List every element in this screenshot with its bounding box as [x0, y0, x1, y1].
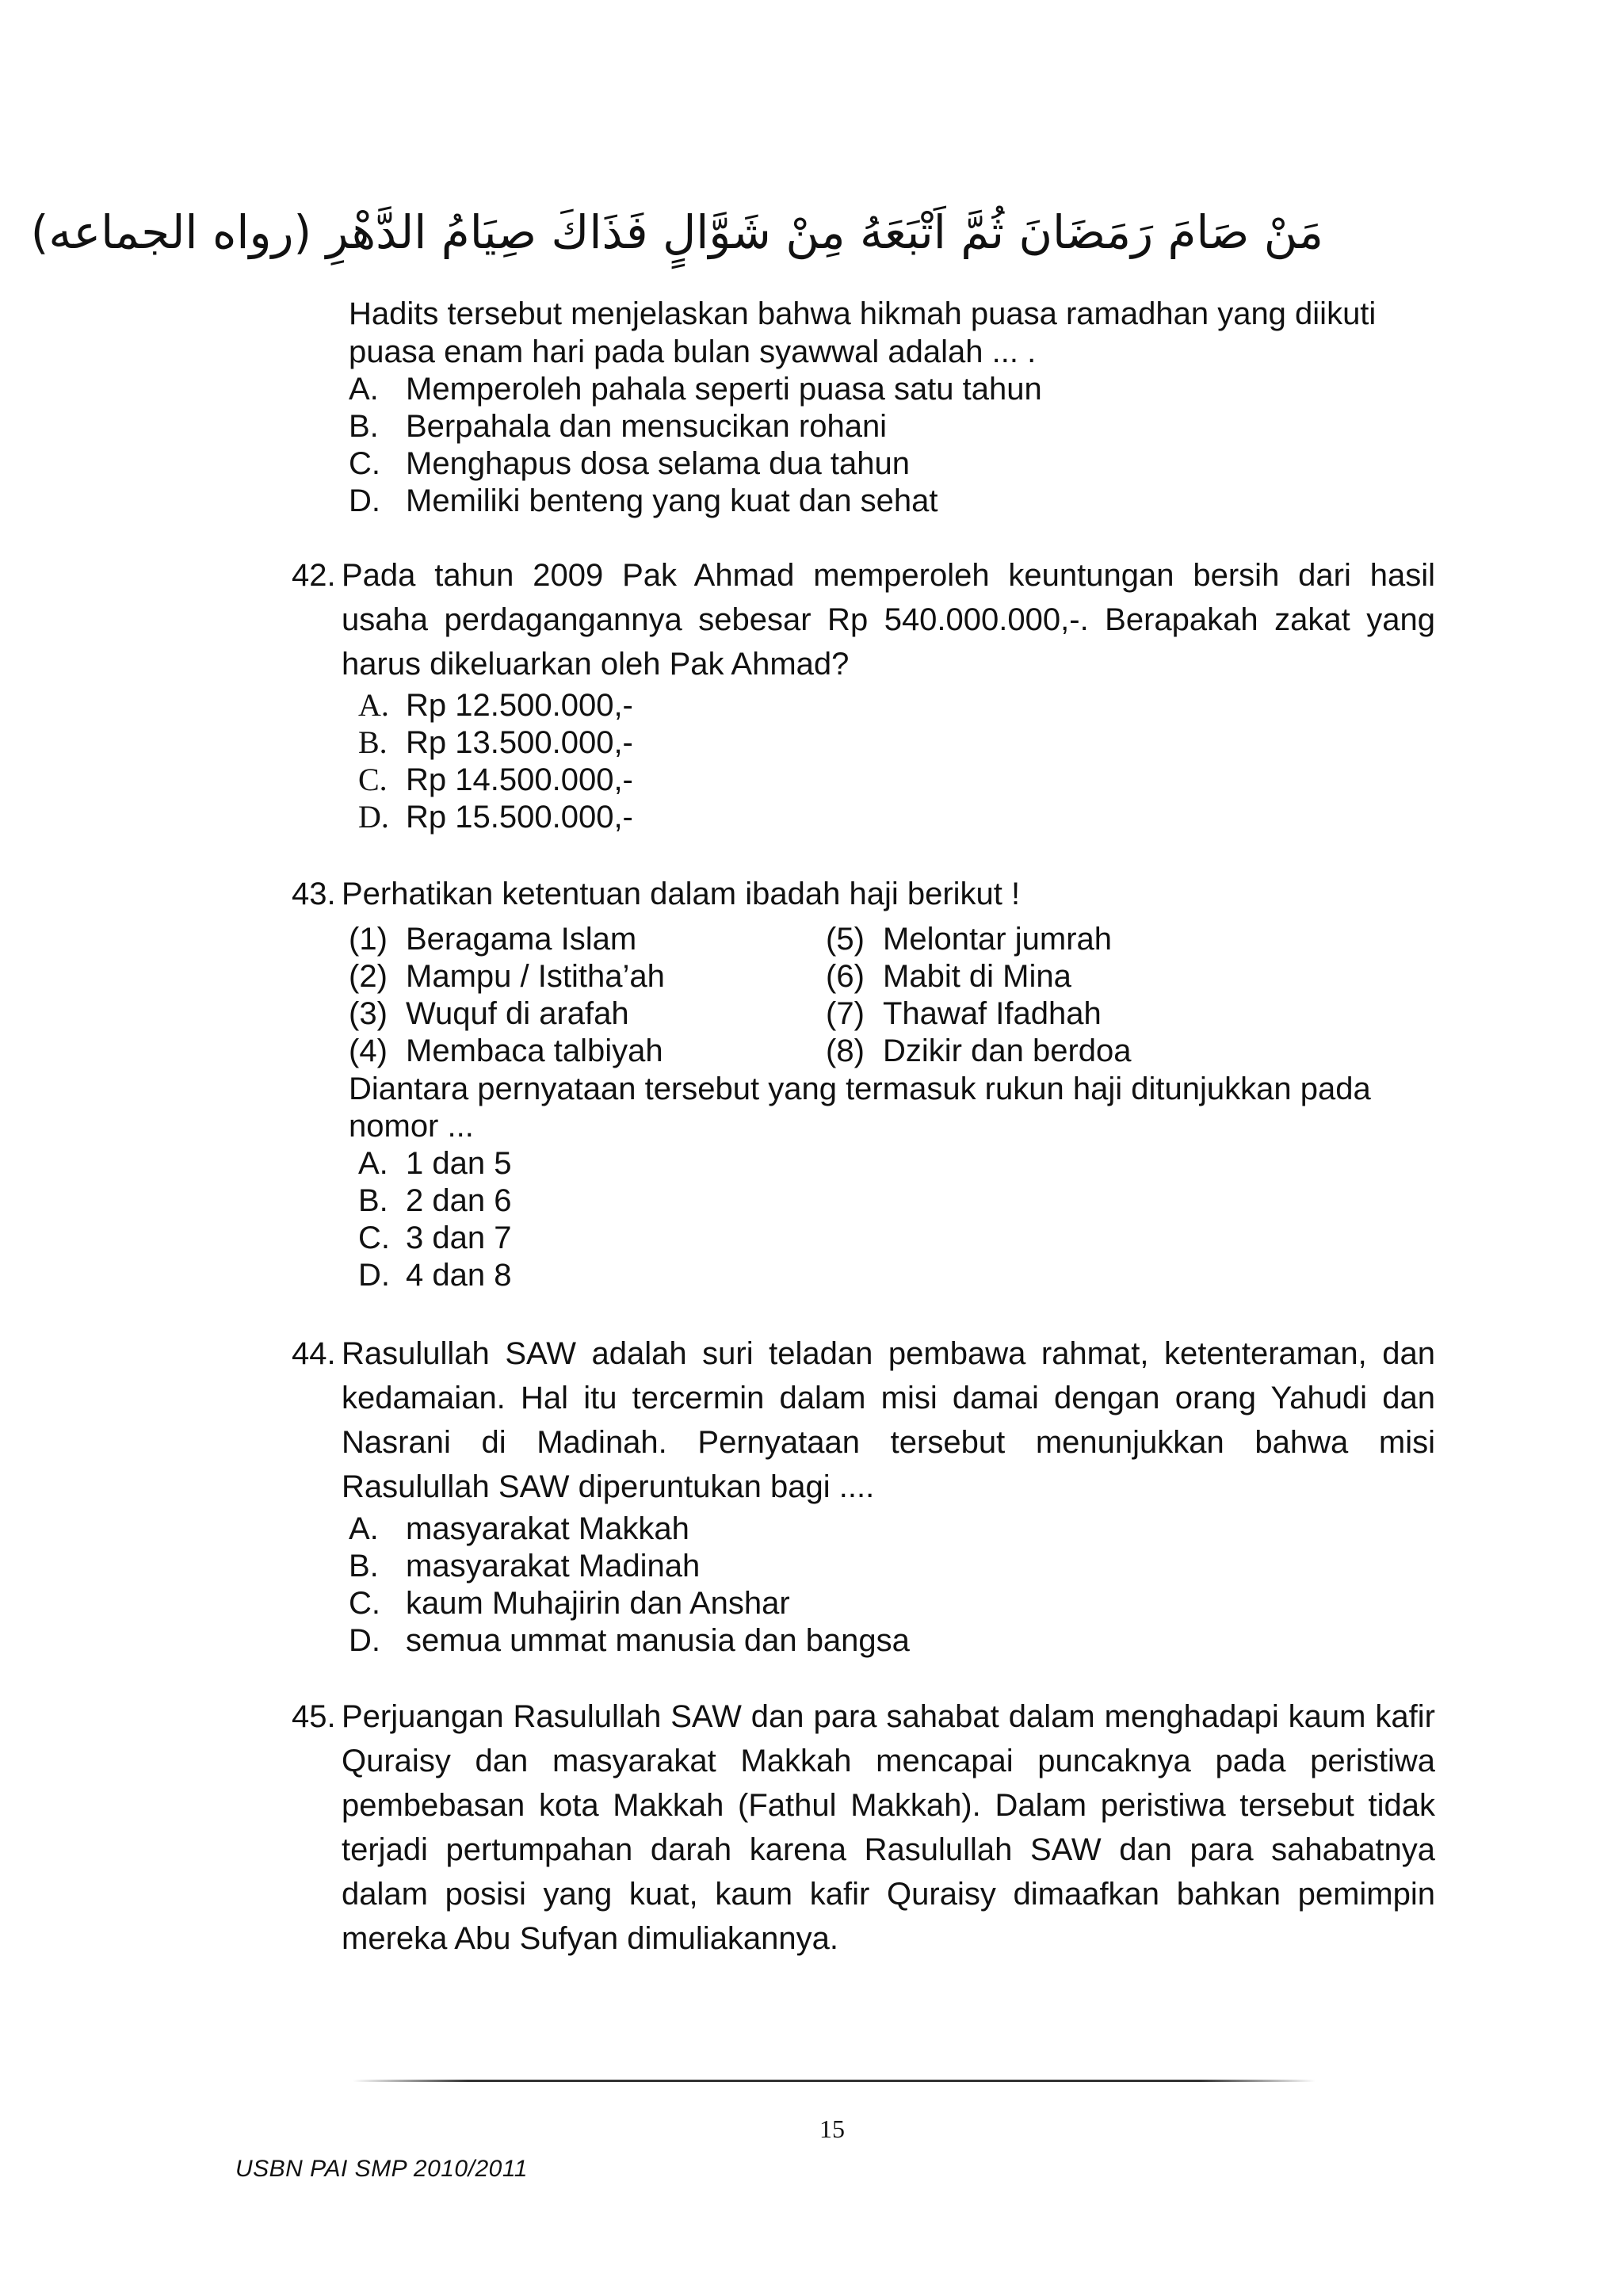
option-letter: D. [349, 483, 380, 518]
option-text: 4 dan 8 [406, 1258, 512, 1293]
option-text: 1 dan 5 [406, 1146, 512, 1181]
q44-number: 44. [292, 1336, 336, 1371]
item-number: (3) [349, 996, 388, 1031]
item-text: Membaca talbiyah [406, 1033, 663, 1068]
footer-divider [353, 2080, 1316, 2082]
option-letter: B. [349, 409, 379, 444]
q45-number: 45. [292, 1699, 336, 1734]
option-letter: A. [358, 687, 389, 723]
q43-number: 43. [292, 877, 336, 911]
option-letter: A. [349, 1511, 379, 1546]
option-text: 3 dan 7 [406, 1221, 512, 1255]
q42-stem: Pada tahun 2009 Pak Ahmad memperoleh keuntungan bersih dari hasil usaha perdagangannya sebesar Rp 540.000.000,-. Berapakah zakat yang harus dikeluarkan oleh Pak Ahmad? [342, 558, 1435, 682]
option-letter: D. [358, 799, 389, 835]
option-text: Menghapus dosa selama dua tahun [406, 446, 911, 481]
q42-number: 42. [292, 558, 336, 593]
q41-stem-line-2: puasa enam hari pada bulan syawwal adalah ... . [349, 334, 1037, 369]
item-text: Dzikir dan berdoa [883, 1033, 1132, 1068]
option-text: semua ummat manusia dan bangsa [406, 1623, 910, 1658]
q44-stem: Rasulullah SAW adalah suri teladan pembawa rahmat, ketenteraman, dan kedamaian. Hal itu tercermin dalam misi damai dengan orang Yahudi dan Nasrani di Madinah. Pernyataan tersebut menunjukkan bahwa misi Rasulullah SAW diperuntukan bagi .... [342, 1336, 1435, 1504]
item-number: (6) [826, 959, 865, 994]
option-letter: B. [349, 1549, 379, 1584]
option-letter: D. [358, 1258, 390, 1293]
item-number: (8) [826, 1033, 865, 1068]
item-number: (4) [349, 1033, 388, 1068]
option-text: Rp 14.500.000,- [406, 762, 633, 797]
item-text: Melontar jumrah [883, 922, 1113, 957]
item-number: (5) [826, 922, 865, 957]
option-text: Rp 13.500.000,- [406, 725, 633, 760]
q43-stem: Perhatikan ketentuan dalam ibadah haji berikut ! [342, 877, 1021, 911]
option-letter: C. [349, 1586, 380, 1621]
item-text: Mampu / Istitha’ah [406, 959, 665, 994]
option-text: Memiliki benteng yang kuat dan sehat [406, 483, 938, 518]
option-letter: C. [349, 446, 380, 481]
item-number: (7) [826, 996, 865, 1031]
q43-question-line-2: nomor ... [349, 1109, 474, 1144]
item-number: (2) [349, 959, 388, 994]
q43-question-line-1: Diantara pernyataan tersebut yang termasuk rukun haji ditunjukkan pada [349, 1072, 1371, 1106]
option-text: Memperoleh pahala seperti puasa satu tahun [406, 372, 1042, 407]
option-text: Berpahala dan mensucikan rohani [406, 409, 888, 444]
item-text: Thawaf Ifadhah [883, 996, 1102, 1031]
footer-label: USBN PAI SMP 2010/2011 [235, 2156, 528, 2182]
item-text: Wuquf di arafah [406, 996, 629, 1031]
item-text: Mabit di Mina [883, 959, 1071, 994]
option-text: masyarakat Madinah [406, 1549, 701, 1584]
option-letter: A. [358, 1146, 388, 1181]
option-text: masyarakat Makkah [406, 1511, 689, 1546]
item-number: (1) [349, 922, 388, 957]
option-text: kaum Muhajirin dan Anshar [406, 1586, 790, 1621]
option-letter: D. [349, 1623, 380, 1658]
option-letter: C. [358, 762, 388, 797]
option-text: 2 dan 6 [406, 1183, 512, 1218]
option-letter: C. [358, 1221, 390, 1255]
q41-stem-line-1: Hadits tersebut menjelaskan bahwa hikmah puasa ramadhan yang diikuti [349, 296, 1377, 331]
option-text: Rp 15.500.000,- [406, 800, 633, 835]
item-text: Beragama Islam [406, 922, 637, 957]
q45-stem: Perjuangan Rasulullah SAW dan para sahabat dalam menghadapi kaum kafir Quraisy dan masyarakat Makkah mencapai puncaknya pada peristiwa pembebasan kota Makkah (Fathul Makkah). Dalam peristiwa tersebut tidak terjadi pertumpahan darah karena Rasulullah SAW dan para sahabatnya dalam posisi yang kuat, kaum kafir Quraisy dimaafkan bahkan pemimpin mereka Abu Sufyan dimuliakannya. [342, 1699, 1435, 1956]
page-number: 15 [819, 2115, 845, 2143]
hadith-arabic-text: مَنْ صَامَ رَمَضَانَ ثُمَّ اَتْبَعَهُ مِنْ شَوَّالٍ فَذَاكَ صِيَامُ الدَّهْرِ (رواه الجماعه) [30, 205, 1323, 259]
option-letter: B. [358, 724, 388, 760]
option-letter: A. [349, 372, 379, 407]
option-letter: B. [358, 1183, 388, 1218]
option-text: Rp 12.500.000,- [406, 688, 633, 723]
